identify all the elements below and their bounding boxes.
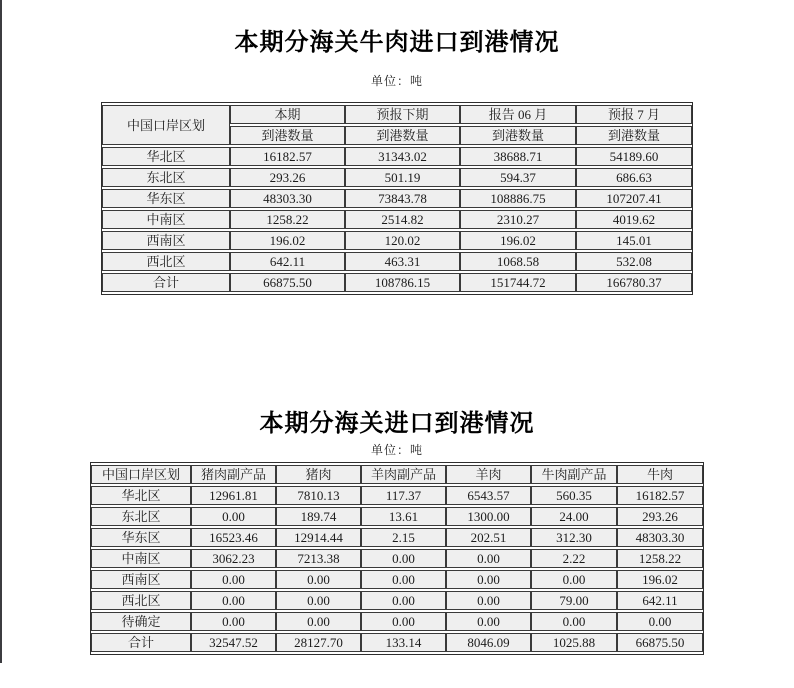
value-cell: 7810.13	[276, 486, 361, 505]
table-row	[102, 231, 692, 250]
value-cell: 54189.60	[576, 147, 692, 166]
column-header: 本期	[230, 105, 345, 124]
value-cell: 560.35	[531, 486, 617, 505]
beef-table-unit-label: 单位：吨	[370, 74, 423, 88]
value-cell: 32547.52	[191, 633, 276, 652]
beef-imports-table	[101, 102, 693, 295]
value-cell: 0.00	[276, 570, 361, 589]
region-cell: 华北区	[102, 147, 230, 166]
table-row	[102, 252, 692, 271]
column-header: 预报下期	[345, 105, 460, 124]
value-cell: 107207.41	[576, 189, 692, 208]
total-row	[91, 633, 703, 652]
value-cell: 0.00	[191, 612, 276, 631]
region-cell: 东北区	[91, 507, 191, 526]
value-cell: 4019.62	[576, 210, 692, 229]
table-row	[102, 147, 692, 166]
value-cell: 0.00	[361, 612, 446, 631]
value-cell: 312.30	[531, 528, 617, 547]
region-cell: 华东区	[102, 189, 230, 208]
value-cell: 6543.57	[446, 486, 531, 505]
value-cell: 0.00	[361, 549, 446, 568]
header-row-groups	[102, 105, 692, 124]
value-cell: 0.00	[617, 612, 703, 631]
value-cell: 38688.71	[460, 147, 576, 166]
region-cell: 西北区	[102, 252, 230, 271]
value-cell: 1025.88	[531, 633, 617, 652]
region-cell: 待确定	[91, 612, 191, 631]
value-cell: 1258.22	[617, 549, 703, 568]
value-cell: 2.22	[531, 549, 617, 568]
all-imports-table-title: 本期分海关进口到港情况	[259, 411, 535, 437]
column-header: 猪肉	[276, 465, 361, 484]
value-cell: 16182.57	[230, 147, 345, 166]
value-cell: 108786.15	[345, 273, 460, 292]
value-cell: 0.00	[446, 549, 531, 568]
value-cell: 202.51	[446, 528, 531, 547]
column-header: 羊肉	[446, 465, 531, 484]
value-cell: 2310.27	[460, 210, 576, 229]
region-cell: 中南区	[91, 549, 191, 568]
value-cell: 66875.50	[230, 273, 345, 292]
region-cell: 华东区	[91, 528, 191, 547]
value-cell: 0.00	[446, 591, 531, 610]
value-cell: 0.00	[446, 570, 531, 589]
value-cell: 0.00	[361, 570, 446, 589]
table-row	[91, 612, 703, 631]
value-cell: 66875.50	[617, 633, 703, 652]
value-cell: 2.15	[361, 528, 446, 547]
value-cell: 73843.78	[345, 189, 460, 208]
value-cell: 0.00	[191, 507, 276, 526]
region-cell: 西南区	[102, 231, 230, 250]
column-header: 牛肉副产品	[531, 465, 617, 484]
column-header: 羊肉副产品	[361, 465, 446, 484]
table-row	[91, 591, 703, 610]
beef-table-title: 本期分海关牛肉进口到港情况	[234, 30, 560, 56]
value-cell: 7213.38	[276, 549, 361, 568]
value-cell: 0.00	[191, 591, 276, 610]
region-cell: 西北区	[91, 591, 191, 610]
sub-header: 到港数量	[345, 126, 460, 145]
value-cell: 0.00	[276, 612, 361, 631]
column-header: 猪肉副产品	[191, 465, 276, 484]
value-cell: 12961.81	[191, 486, 276, 505]
value-cell: 8046.09	[446, 633, 531, 652]
value-cell: 16182.57	[617, 486, 703, 505]
value-cell: 145.01	[576, 231, 692, 250]
value-cell: 532.08	[576, 252, 692, 271]
value-cell: 0.00	[446, 612, 531, 631]
value-cell: 0.00	[361, 591, 446, 610]
value-cell: 3062.23	[191, 549, 276, 568]
value-cell: 24.00	[531, 507, 617, 526]
region-cell: 中南区	[102, 210, 230, 229]
value-cell: 120.02	[345, 231, 460, 250]
value-cell: 48303.30	[230, 189, 345, 208]
sub-header: 到港数量	[460, 126, 576, 145]
table-row	[91, 507, 703, 526]
table-row	[91, 486, 703, 505]
header-row	[91, 465, 703, 484]
value-cell: 1300.00	[446, 507, 531, 526]
value-cell: 16523.46	[191, 528, 276, 547]
value-cell: 196.02	[617, 570, 703, 589]
value-cell: 293.26	[617, 507, 703, 526]
all-imports-unit-label: 单位：吨	[370, 443, 423, 457]
value-cell: 642.11	[230, 252, 345, 271]
table-row	[91, 570, 703, 589]
table-row	[91, 549, 703, 568]
value-cell: 0.00	[531, 570, 617, 589]
value-cell: 196.02	[460, 231, 576, 250]
value-cell: 642.11	[617, 591, 703, 610]
table-row	[102, 210, 692, 229]
value-cell: 189.74	[276, 507, 361, 526]
column-header: 预报 7 月	[576, 105, 692, 124]
value-cell: 133.14	[361, 633, 446, 652]
value-cell: 594.37	[460, 168, 576, 187]
value-cell: 463.31	[345, 252, 460, 271]
total-row	[102, 273, 692, 292]
region-cell: 合计	[91, 633, 191, 652]
value-cell: 28127.70	[276, 633, 361, 652]
value-cell: 1258.22	[230, 210, 345, 229]
table-row	[91, 528, 703, 547]
value-cell: 686.63	[576, 168, 692, 187]
sub-header: 到港数量	[576, 126, 692, 145]
corner-header-cell: 中国口岸区划	[91, 465, 191, 484]
region-cell: 华北区	[91, 486, 191, 505]
region-cell: 东北区	[102, 168, 230, 187]
value-cell: 0.00	[531, 612, 617, 631]
value-cell: 501.19	[345, 168, 460, 187]
all-imports-table	[90, 462, 704, 655]
value-cell: 48303.30	[617, 528, 703, 547]
region-cell: 合计	[102, 273, 230, 292]
value-cell: 79.00	[531, 591, 617, 610]
sub-header: 到港数量	[230, 126, 345, 145]
table-row	[102, 168, 692, 187]
table-row	[102, 189, 692, 208]
column-header: 牛肉	[617, 465, 703, 484]
value-cell: 12914.44	[276, 528, 361, 547]
value-cell: 108886.75	[460, 189, 576, 208]
value-cell: 31343.02	[345, 147, 460, 166]
region-cell: 西南区	[91, 570, 191, 589]
value-cell: 293.26	[230, 168, 345, 187]
value-cell: 196.02	[230, 231, 345, 250]
value-cell: 0.00	[276, 591, 361, 610]
page-left-border	[0, 0, 2, 663]
value-cell: 0.00	[191, 570, 276, 589]
value-cell: 166780.37	[576, 273, 692, 292]
corner-header-cell: 中国口岸区划	[102, 105, 230, 145]
value-cell: 117.37	[361, 486, 446, 505]
value-cell: 13.61	[361, 507, 446, 526]
value-cell: 2514.82	[345, 210, 460, 229]
value-cell: 151744.72	[460, 273, 576, 292]
value-cell: 1068.58	[460, 252, 576, 271]
column-header: 报告 06 月	[460, 105, 576, 124]
